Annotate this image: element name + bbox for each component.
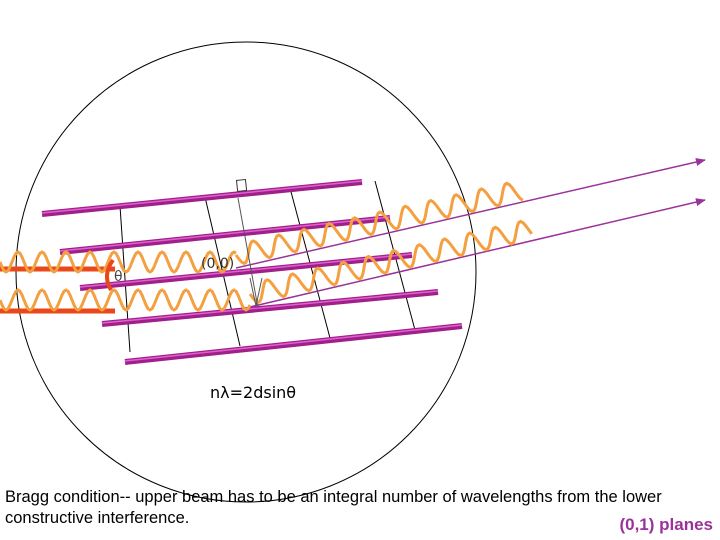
diffracted-wave-lower [250, 221, 532, 302]
crystal-plane [125, 326, 462, 362]
diffracted-wave-upper [236, 183, 523, 263]
diffracted-ray-lower [250, 200, 705, 307]
caption [5, 487, 720, 529]
theta-symbol: θ [114, 269, 123, 285]
crystal-plane [42, 182, 362, 214]
caption-line-2: constructive interference. [5, 509, 190, 527]
bragg-equation: nλ=2dsinθ [210, 383, 297, 402]
wave-trains [0, 183, 532, 310]
incident-wave-lower [0, 290, 250, 310]
spacing-label: (0,0) [201, 256, 235, 272]
right-angle-mark [236, 180, 246, 192]
planes-label: (0,1) planes [619, 515, 713, 534]
diffracted-ray-upper [236, 160, 705, 268]
caption-line-1: Bragg condition-- upper beam has to be an integral number of wavelengths from the lower [5, 488, 662, 506]
